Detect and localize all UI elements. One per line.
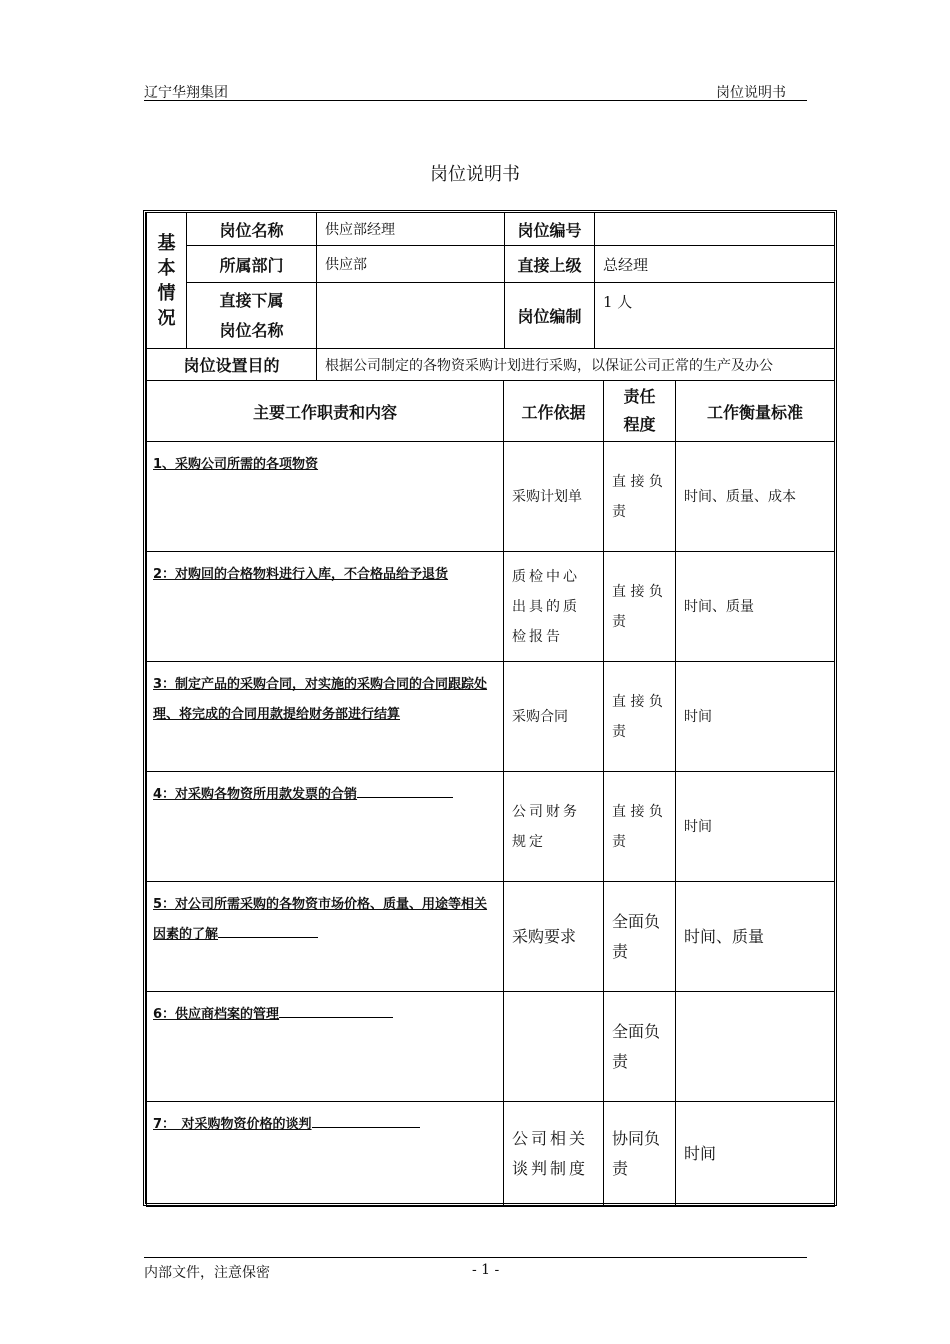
task-standard: 时间、质量、成本 (676, 442, 835, 552)
subordinate-value (317, 283, 505, 349)
task-content: 3：制定产品的采购合同，对实施的采购合同的合同跟踪处理、将完成的合同用款提给财务部进行结算 (147, 662, 504, 772)
task-basis (504, 992, 604, 1102)
superior-value: 总经理 (595, 246, 835, 283)
footer-confidential: 内部文件，注意保密 (144, 1265, 270, 1281)
task-standard: 时间 (676, 662, 835, 772)
footer-rule (144, 1257, 807, 1258)
task-responsibility: 直 接 负 责 (604, 772, 676, 882)
header-standard: 工作衡量标准 (676, 381, 835, 442)
task-responsibility: 全面负责 (604, 882, 676, 992)
underline-fill (357, 783, 453, 798)
header-doc-type: 岗位说明书 (716, 85, 786, 101)
basic-info-table (146, 212, 835, 381)
table-row (147, 992, 835, 1102)
task-responsibility: 直 接 负 责 (604, 552, 676, 662)
task-responsibility: 直 接 负 责 (604, 442, 676, 552)
task-responsibility: 直 接 负 责 (604, 662, 676, 772)
table-row (147, 662, 835, 772)
subordinate-label: 直接下属 岗位名称 (187, 283, 317, 349)
task-content: 5：对公司所需采购的各物资市场价格、质量、用途等相关因素的了解 (147, 882, 504, 992)
header-basis: 工作依据 (504, 381, 604, 442)
position-no-label: 岗位编号 (505, 213, 595, 246)
table-row (147, 882, 835, 992)
task-standard: 时间、质量 (676, 882, 835, 992)
task-basis: 采购计划单 (504, 442, 604, 552)
purpose-label: 岗位设置目的 (147, 349, 317, 381)
header-company: 辽宁华翔集团 (144, 85, 228, 101)
headcount-label: 岗位编制 (505, 283, 595, 349)
headcount-value: 1 人 (595, 283, 835, 349)
task-basis: 采购合同 (504, 662, 604, 772)
purpose-value: 根据公司制定的各物资采购计划进行采购，以保证公司正常的生产及办公 (317, 349, 835, 381)
basic-section-label: 基 本 情 况 (147, 213, 187, 349)
department-value: 供应部 (317, 246, 505, 283)
page-number: - 1 - (472, 1262, 500, 1278)
header-rule (144, 100, 807, 101)
position-name-label: 岗位名称 (187, 213, 317, 246)
task-standard: 时间 (676, 772, 835, 882)
table-row (147, 552, 835, 662)
task-standard: 时间 (676, 1102, 835, 1207)
task-content: 4：对采购各物资所用款发票的合销 (147, 772, 504, 882)
task-basis: 公司财务规定 (504, 772, 604, 882)
task-content: 6：供应商档案的管理 (147, 992, 504, 1102)
superior-label: 直接上级 (505, 246, 595, 283)
task-basis: 质检中心出具的质检报告 (504, 552, 604, 662)
task-content: 1、采购公司所需的各项物资 (147, 442, 504, 552)
department-label: 所属部门 (187, 246, 317, 283)
task-basis: 公司相关谈判制度 (504, 1102, 604, 1207)
header-responsibility: 责任 程度 (604, 381, 676, 442)
task-standard (676, 992, 835, 1102)
table-row (147, 772, 835, 882)
task-standard: 时间、质量 (676, 552, 835, 662)
duties-table (146, 380, 835, 1207)
task-content: 2：对购回的合格物料进行入库，不合格品给予退货 (147, 552, 504, 662)
document-title: 岗位说明书 (430, 164, 520, 185)
underline-fill (218, 923, 318, 938)
table-row (147, 1102, 835, 1207)
task-content: 7： 对采购物资价格的谈判 (147, 1102, 504, 1207)
task-responsibility: 全面负责 (604, 992, 676, 1102)
task-basis: 采购要求 (504, 882, 604, 992)
task-responsibility: 协同负责 (604, 1102, 676, 1207)
position-no-value (595, 213, 835, 246)
underline-fill (312, 1113, 420, 1128)
position-name-value: 供应部经理 (317, 213, 505, 246)
header-content: 主要工作职责和内容 (147, 381, 504, 442)
underline-fill (279, 1003, 393, 1018)
table-row (147, 442, 835, 552)
